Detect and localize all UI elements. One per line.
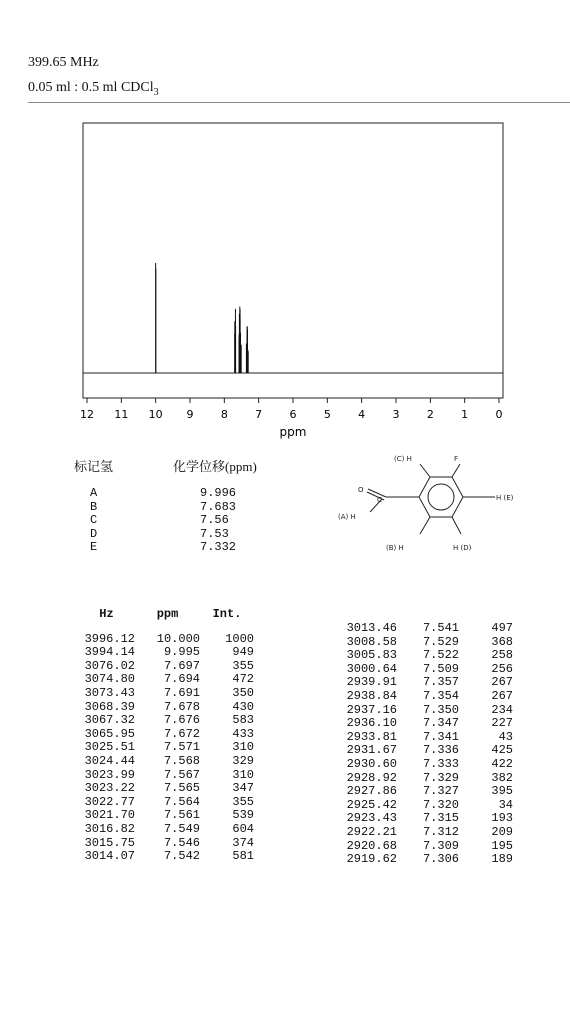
assignment-row [90,528,260,542]
bond-ring-hc [420,464,430,477]
peak-intensity: 425 [491,743,513,758]
peak-row [340,799,513,813]
peak-intensity: 43 [498,729,513,744]
peak-hz: 2919.62 [346,852,397,867]
peak-intensity: 497 [491,621,513,635]
peak-row [340,676,513,690]
peak-row [78,660,254,674]
assignment-label: D [90,526,98,541]
peak-ppm: 7.347 [422,716,459,731]
peak-row [78,850,254,864]
peak-row [340,826,513,840]
x-axis-label: ppm [279,425,307,439]
peak-intensity: 433 [232,726,254,741]
peak-intensity: 267 [491,675,513,690]
assignment-shift: 9.996 [200,486,237,500]
peak-hz: 3024.44 [84,753,135,768]
assignment-shift: 7.683 [200,499,237,514]
peak-row [340,758,513,772]
peak-ppm: 7.509 [422,661,459,676]
x-axis-ticks [80,398,503,421]
peak-row [78,755,254,769]
x-tick-label: 3 [392,408,400,421]
peak-hz: 2922.21 [346,824,397,839]
peak-intensity: 195 [491,838,513,853]
bond-ring-hb [420,517,430,534]
peak-ppm: 7.357 [422,675,459,690]
bond-ring-hd [452,517,461,534]
atom-fluorine: F [454,455,459,463]
peak-hz: 3065.95 [84,726,135,741]
peak-intensity: 422 [491,756,513,771]
peak-intensity: 329 [232,753,254,768]
nmr-spectrum-chart [75,118,515,443]
peak-ppm: 7.320 [422,797,459,812]
peak-hz: 3023.22 [84,781,135,796]
header-divider [28,102,570,103]
peak-ppm: 7.676 [163,713,200,728]
peak-row [340,853,513,867]
peak-hz: 2930.60 [346,756,397,771]
peak-intensity: 267 [491,688,513,703]
peak-intensity: 355 [232,658,254,673]
peak-hz: 2923.43 [346,811,397,826]
peak-row [340,622,513,636]
atom-h-c: (C) H [394,455,412,463]
peak-intensity: 256 [491,661,513,676]
peak-ppm: 7.678 [163,699,200,714]
peak-intensity: 258 [491,648,513,663]
peak-ppm: 7.350 [422,702,459,717]
bond-ring-f [452,464,460,477]
atom-h-d: H (D) [453,544,472,552]
peak-row [78,741,254,755]
peak-row [78,687,254,701]
spectrum-peaks [156,263,248,373]
peak-hz: 2928.92 [346,770,397,785]
aromatic-circle [428,484,454,510]
peak-intensity: 189 [491,852,513,867]
peak-intensity: 472 [232,672,254,687]
peak-hz: 3996.12 [84,631,135,646]
sample-text: 0.05 ml : 0.5 ml CDCl [28,80,154,95]
assignment-shift: 7.56 [200,513,229,527]
peak-hz: 3015.75 [84,835,135,850]
peak-hz: 3025.51 [84,740,135,755]
peak-ppm: 7.691 [163,685,200,700]
peak-intensity: 583 [232,713,254,728]
peak-row [78,782,254,796]
peak-row [78,701,254,715]
peak-row [78,809,254,823]
peak-intensity: 310 [232,740,254,755]
x-tick-label: 0 [495,408,503,421]
x-tick-label: 6 [289,408,297,421]
peak-row [340,812,513,826]
sample-subscript: 3 [153,86,159,98]
molecular-structure [320,450,560,560]
peak-hz: 3994.14 [84,645,135,660]
peak-ppm: 7.529 [422,634,459,649]
peak-hz: 3016.82 [84,821,135,836]
peak-ppm: 7.336 [422,743,459,758]
peak-row [340,717,513,731]
atom-h-e: H (E) [496,494,514,502]
peak-ppm: 7.542 [163,849,200,864]
header-hz: Hz [99,607,114,621]
peak-hz: 2936.10 [346,716,397,731]
peak-ppm: 7.697 [163,658,200,673]
peak-row [78,728,254,742]
peak-row [78,837,254,851]
peak-table-right [340,622,513,867]
peak-row [78,769,254,783]
peak-ppm: 7.329 [422,770,459,785]
peak-hz: 3005.83 [346,648,397,663]
peak-row [78,633,254,647]
assignment-label-header: 标记氢 [74,459,114,474]
peak-ppm: 7.561 [163,808,200,823]
x-tick-label: 5 [323,408,331,421]
peak-row [340,840,513,854]
assignment-label: A [90,486,98,500]
peak-ppm: 7.522 [422,648,459,663]
peak-table-header [78,608,254,622]
peak-row [340,704,513,718]
peak-hz: 2938.84 [346,688,397,703]
assignment-label: B [90,499,98,514]
peak-ppm: 10.000 [156,631,200,646]
assignment-shift: 7.332 [200,540,237,554]
peak-ppm: 7.306 [422,852,459,867]
assignment-shift-header: 化学位移(ppm) [173,459,257,474]
peak-row [340,744,513,758]
peak-row [340,636,513,650]
peak-intensity: 604 [232,821,254,836]
plot-frame [83,123,503,398]
peak-row [78,646,254,660]
x-tick-label: 1 [461,408,469,421]
x-tick-label: 8 [220,408,228,421]
peak-ppm: 7.354 [422,688,459,703]
peak-row [340,663,513,677]
peak-ppm: 7.327 [422,784,459,799]
x-tick-label: 12 [80,408,94,421]
peak-row [340,772,513,786]
peak-ppm: 9.995 [163,645,200,660]
sample-concentration [28,80,159,98]
assignment-row [90,514,260,528]
peak-row [340,690,513,704]
peak-row [78,823,254,837]
peak-hz: 3023.99 [84,767,135,782]
peak-hz: 3022.77 [84,794,135,809]
peak-intensity: 234 [491,702,513,717]
peak-row [78,673,254,687]
peak-intensity: 368 [491,634,513,649]
x-tick-label: 10 [148,408,163,421]
peak-intensity: 581 [232,849,254,864]
assignment-row [90,487,260,501]
peak-intensity: 193 [491,811,513,826]
peak-hz: 3008.58 [346,634,397,649]
atom-oxygen: O [358,486,364,494]
atom-h-a: (A) H [338,513,356,521]
benzene-ring [419,477,463,517]
peak-hz: 3076.02 [84,658,135,673]
peak-intensity: 310 [232,767,254,782]
peak-hz: 2933.81 [346,729,397,744]
peak-hz: 3073.43 [84,685,135,700]
peak-ppm: 7.567 [163,767,200,782]
peak-ppm: 7.341 [422,729,459,744]
peak-row [78,796,254,810]
peak-hz: 2939.91 [346,675,397,690]
peak-row [78,714,254,728]
peak-intensity: 382 [491,770,513,785]
peak-ppm: 7.333 [422,756,459,771]
assignment-label: E [90,540,98,554]
peak-row [340,649,513,663]
peak-ppm: 7.565 [163,781,200,796]
peak-hz: 3068.39 [84,699,135,714]
peak-hz: 3014.07 [84,849,135,864]
peak-ppm: 7.694 [163,672,200,687]
peak-table-left [78,608,254,864]
assignment-row [90,501,260,515]
peak-row [340,785,513,799]
peak-intensity: 395 [491,784,513,799]
peak-ppm: 7.568 [163,753,200,768]
x-tick-label: 2 [426,408,434,421]
peak-intensity: 355 [232,794,254,809]
peak-hz: 2931.67 [346,743,397,758]
peak-ppm: 7.309 [422,838,459,853]
peak-ppm: 7.312 [422,824,459,839]
peak-intensity: 539 [232,808,254,823]
x-tick-label: 7 [255,408,263,421]
atom-h-b: (B) H [386,544,404,552]
assignment-shift: 7.53 [200,526,229,541]
peak-ppm: 7.571 [163,740,200,755]
peak-ppm: 7.546 [163,835,200,850]
assignment-list [90,487,260,555]
spectrometer-frequency: 399.65 MHz [28,55,99,70]
peak-hz: 3074.80 [84,672,135,687]
peak-intensity: 347 [232,781,254,796]
peak-hz: 2937.16 [346,702,397,717]
peak-intensity: 1000 [225,631,254,646]
peak-intensity: 374 [232,835,254,850]
assignment-row [90,541,260,555]
peak-intensity: 430 [232,699,254,714]
peak-hz: 3000.64 [346,661,397,676]
peak-row [340,731,513,745]
peak-ppm: 7.672 [163,726,200,741]
peak-intensity: 949 [232,645,254,660]
peak-intensity: 34 [498,797,513,812]
peak-ppm: 7.549 [163,821,200,836]
atom-carbonyl-carbon: C [377,496,382,504]
x-tick-label: 11 [114,408,129,421]
peak-hz: 3013.46 [346,621,397,635]
peak-ppm: 7.564 [163,794,200,809]
header-int: Int. [212,607,242,621]
peak-intensity: 209 [491,824,513,839]
x-tick-label: 4 [358,408,366,421]
peak-intensity: 350 [232,685,254,700]
assignment-label: C [90,513,98,527]
x-tick-label: 9 [186,408,194,421]
header-ppm: ppm [156,607,179,621]
peak-hz: 3067.32 [84,713,135,728]
peak-hz: 2920.68 [346,838,397,853]
peak-hz: 3021.70 [84,808,135,823]
peak-intensity: 227 [491,716,513,731]
peak-ppm: 7.541 [422,621,459,635]
peak-ppm: 7.315 [422,811,459,826]
peak-hz: 2925.42 [346,797,397,812]
peak-hz: 2927.86 [346,784,397,799]
